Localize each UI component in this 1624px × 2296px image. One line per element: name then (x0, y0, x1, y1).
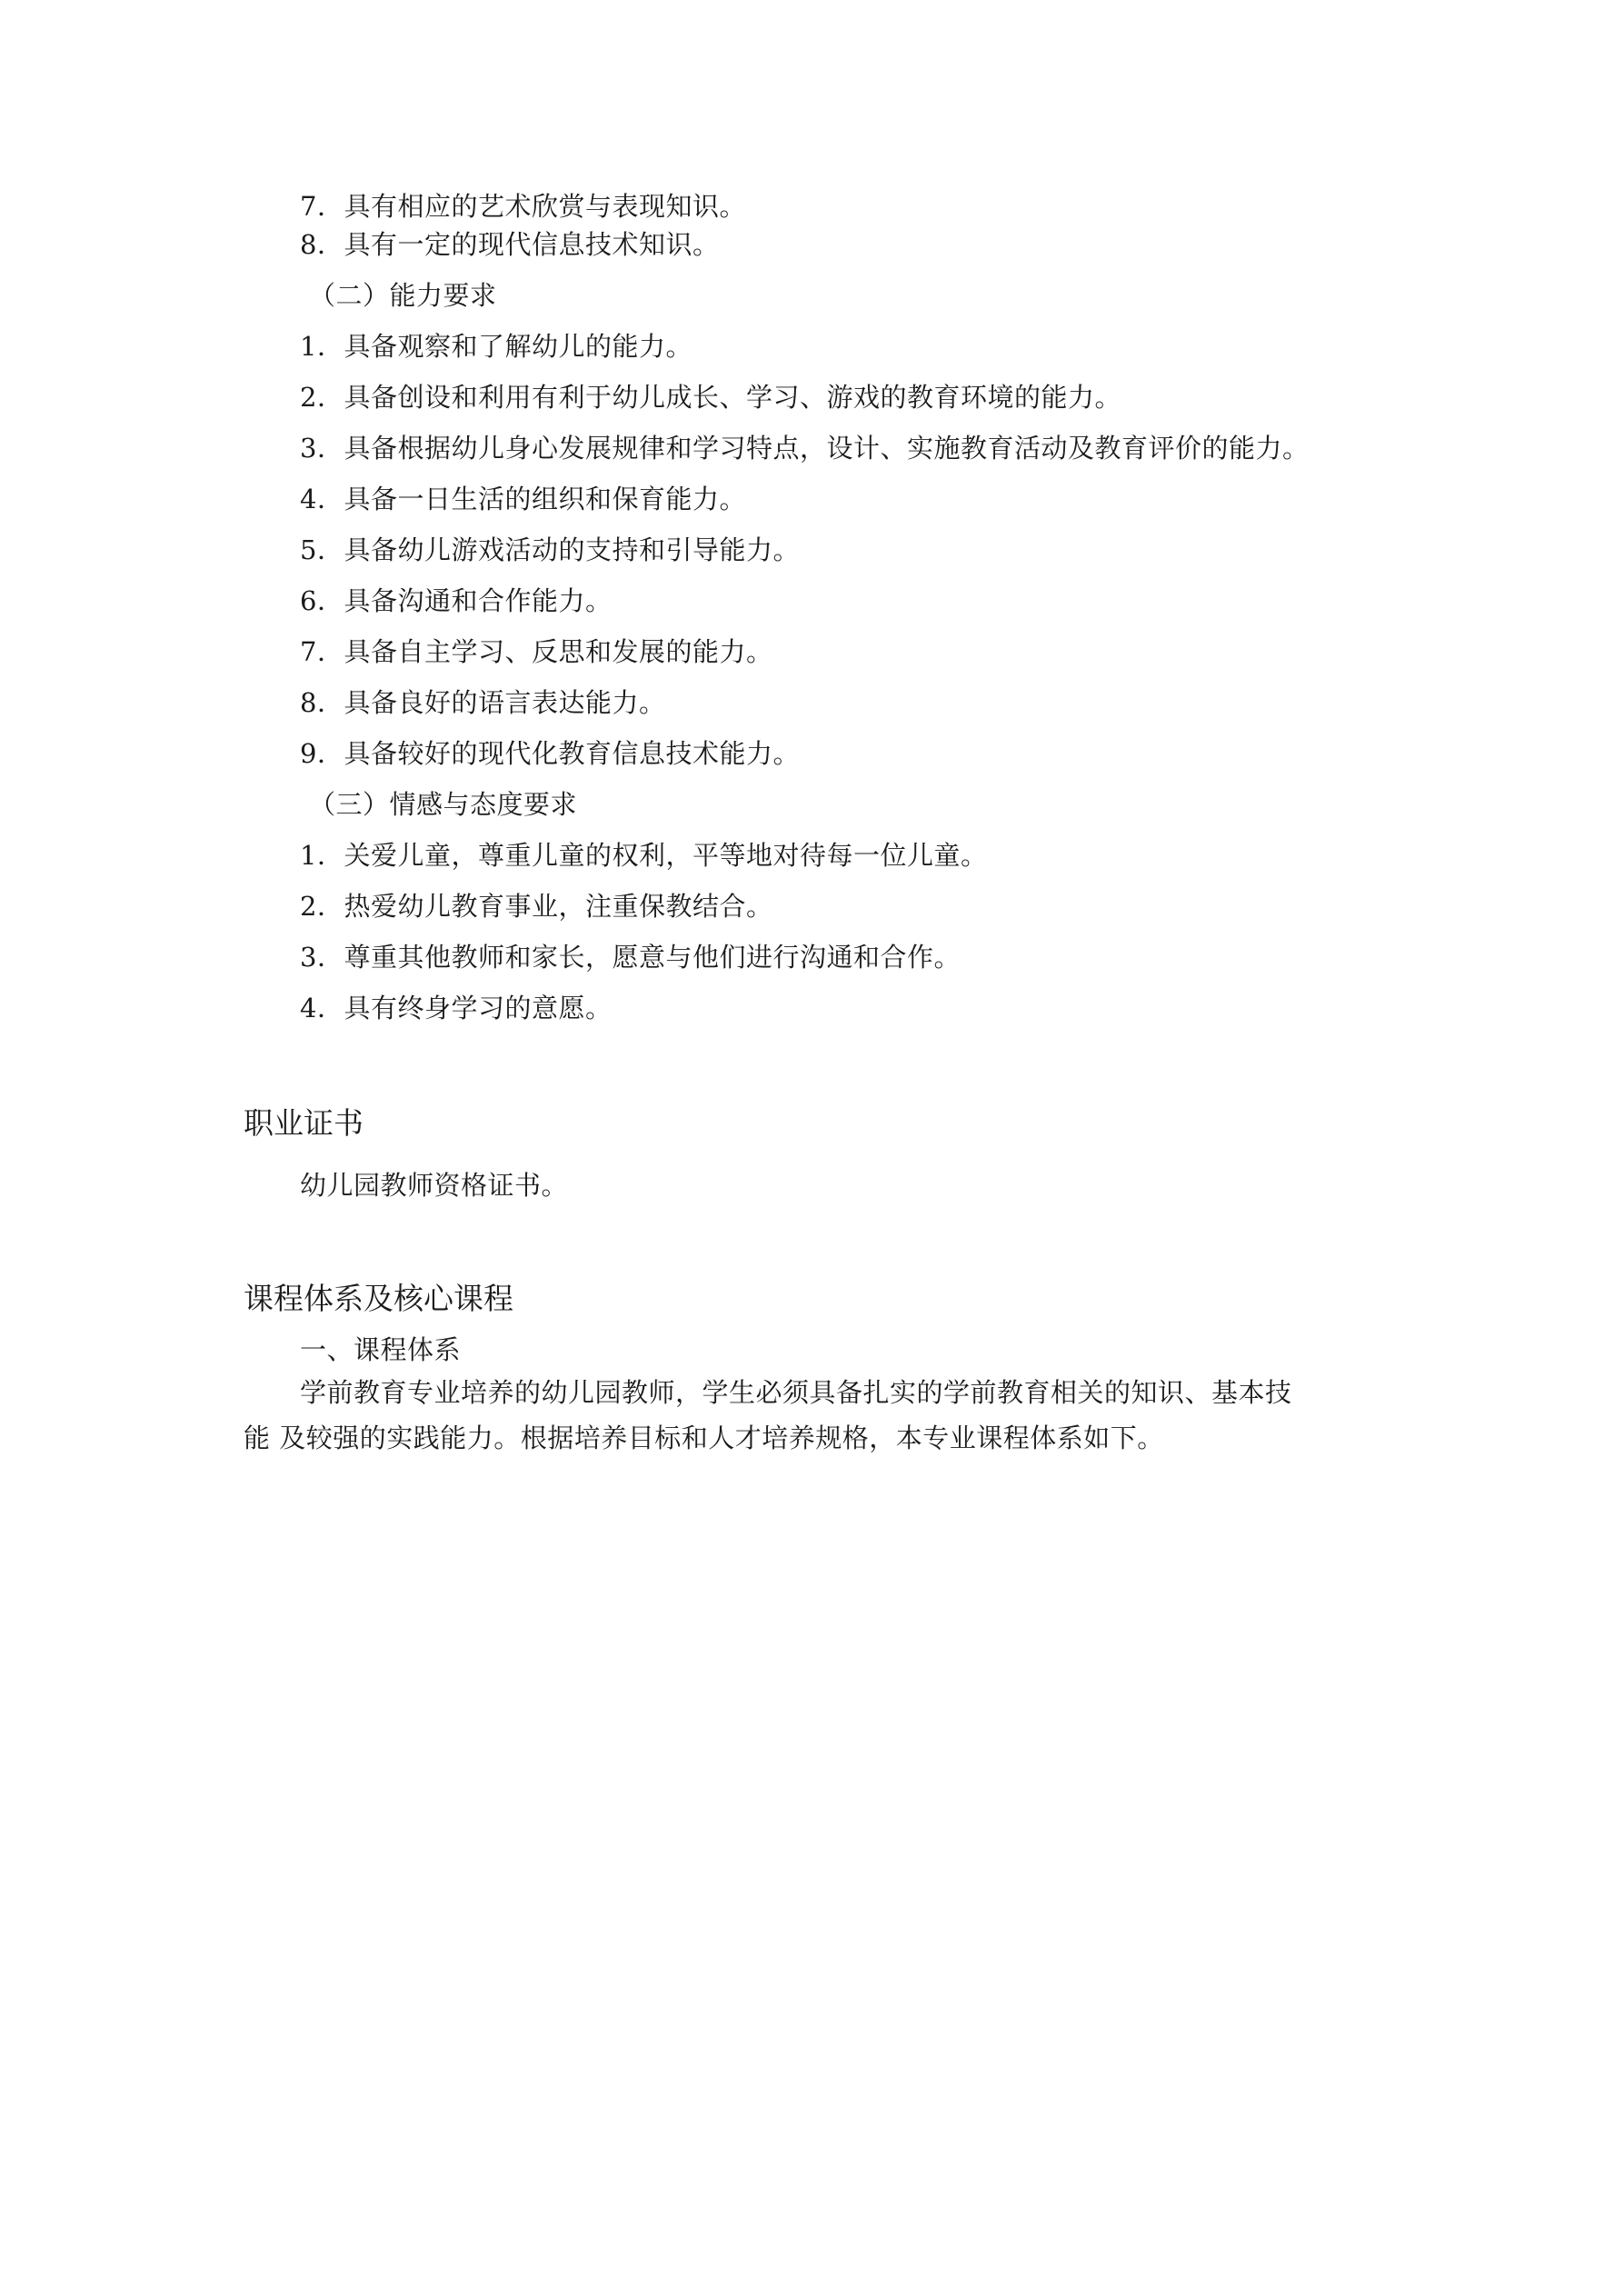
ability-item: 5．具备幼儿游戏活动的支持和引导能力。 (300, 534, 800, 565)
ability-item: 9．具备较好的现代化教育信息技术能力。 (300, 738, 800, 769)
curriculum-heading: 课程体系及核心课程 (244, 1281, 513, 1316)
ability-item: 3．具备根据幼儿身心发展规律和学习特点，设计、实施教育活动及教育评价的能力。 (300, 433, 1310, 464)
attitude-item: 1．关爱儿童，尊重儿童的权利，平等地对待每一位儿童。 (300, 840, 988, 871)
attitude-item: 4．具有终身学习的意愿。 (300, 993, 613, 1023)
ability-item: 4．具备一日生活的组织和保育能力。 (300, 484, 746, 514)
ability-item: 8．具备良好的语言表达能力。 (300, 687, 666, 718)
attitude-item: 3．尊重其他教师和家长，愿意与他们进行沟通和合作。 (300, 942, 961, 973)
certificate-text: 幼儿园教师资格证书。 (300, 1170, 569, 1201)
ability-item: 7．具备自主学习、反思和发展的能力。 (300, 636, 773, 667)
certificate-heading: 职业证书 (244, 1105, 364, 1141)
attitude-item: 2．热爱幼儿教育事业，注重保教结合。 (300, 891, 773, 922)
ability-section-heading: （二）能力要求 (309, 280, 497, 311)
ability-item: 2．具备创设和利用有利于幼儿成长、学习、游戏的教育环境的能力。 (300, 382, 1121, 413)
curriculum-sub-heading: 一、课程体系 (300, 1334, 462, 1365)
curriculum-paragraph-line: 能 及较强的实践能力。根据培养目标和人才培养规格，本专业课程体系如下。 (244, 1423, 1164, 1453)
knowledge-item: 7．具有相应的艺术欣赏与表现知识。 (300, 191, 746, 222)
ability-item: 6．具备沟通和合作能力。 (300, 585, 613, 616)
knowledge-item: 8．具有一定的现代信息技术知识。 (300, 229, 720, 260)
attitude-section-heading: （三）情感与态度要求 (309, 789, 578, 820)
ability-item: 1．具备观察和了解幼儿的能力。 (300, 331, 692, 362)
curriculum-paragraph-line: 学前教育专业培养的幼儿园教师，学生必须具备扎实的学前教育相关的知识、基本技 (300, 1377, 1292, 1408)
